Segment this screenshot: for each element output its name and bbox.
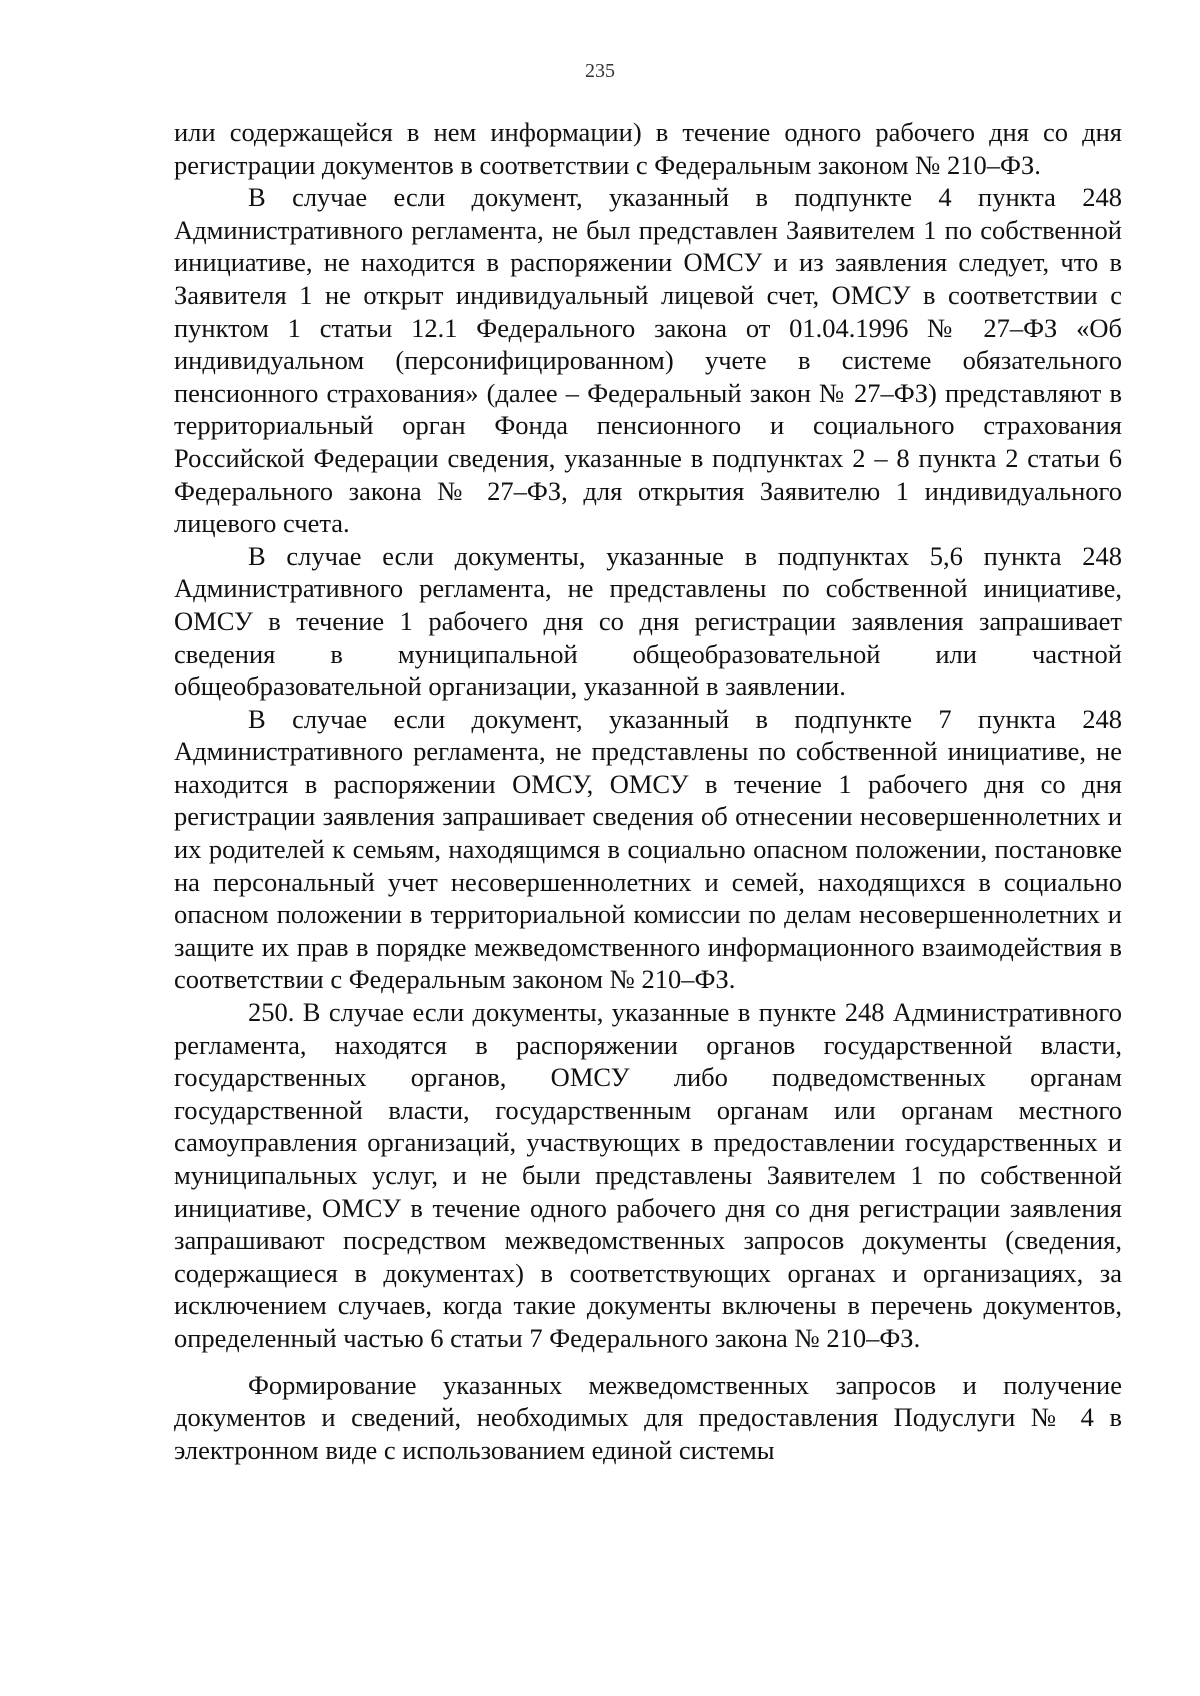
paragraph-250: 250. В случае если документы, указанные в пункте 248 Административного регламента, находятся в распоряжении органов государственной власти, государственных органов, ОМСУ либо подведомственных органам государственной власти, государственным органам или органам местного самоуправления организаций, участвующих в предоставлении государственных и муниципальных услуг, и не были представлены Заявителем 1 по собственной инициативе, ОМСУ в течение одного рабочего дня со дня регистрации заявления запрашивают посредством межведомственных запросов документы (сведения, содержащиеся в документах) в соответствующих органах и организациях, за исключением случаев, когда такие документы включены в перечень документов, определенный частью 6 статьи 7 Федерального закона № 210–ФЗ. xyxy=(174,997,1122,1353)
paragraph-social-danger: В случае если документ, указанный в подпункте 7 пункта 248 Административного регламента, не представлены по собственной инициативе, не находится в распоряжении ОМСУ, ОМСУ в течение 1 рабочего дня со дня регистрации заявления запрашивает сведения об отнесении несовершеннолетних и их родителей к семьям, находящимся в социально опасном положении, постановке на персональный учет несовершеннолетних и семей, находящихся в социально опасном положении в территориальной комиссии по делам несовершеннолетних и защите их прав в порядке межведомственного информационного взаимодействия в соответствии с Федеральным законом № 210–ФЗ. xyxy=(174,703,1122,995)
paragraph-school-info: В случае если документы, указанные в подпунктах 5,6 пункта 248 Административного регламента, не представлены по собственной инициативе, ОМСУ в течение 1 рабочего дня со дня регистрации заявления запрашивает сведения в муниципальной общеобразовательной или частной общеобразовательной организации, указанной в заявлении. xyxy=(174,540,1122,702)
paragraph-pension-account: В случае если документ, указанный в подпункте 4 пункта 248 Административного регламента, не был представлен Заявителем 1 по собственной инициативе, не находится в распоряжении ОМСУ и из заявления следует, что в Заявителя 1 не открыт индивидуальный лицевой счет, ОМСУ в соответствии с пунктом 1 статьи 12.1 Федерального закона от 01.04.1996 № 27–ФЗ «Об индивидуальном (персонифицированном) учете в системе обязательного пенсионного страхования» (далее – Федеральный закон № 27–ФЗ) представляют в территориальный орган Фонда пенсионного и социального страхования Российской Федерации сведения, указанные в подпунктах 2 – 8 пункта 2 статьи 6 Федерального закона № 27–ФЗ, для открытия Заявителю 1 индивидуального лицевого счета. xyxy=(174,182,1122,539)
paragraph-interagency-requests: Формирование указанных межведомственных запросов и получение документов и сведений, необходимых для предоставления Подуслуги № 4 в электронном виде с использованием единой системы xyxy=(174,1369,1122,1465)
page-number: 235 xyxy=(585,60,615,82)
document-body xyxy=(174,116,1122,1466)
paragraph-continuation: или содержащейся в нем информации) в течение одного рабочего дня со дня регистрации документов в соответствии с Федеральным законом № 210–ФЗ. xyxy=(174,117,1122,180)
